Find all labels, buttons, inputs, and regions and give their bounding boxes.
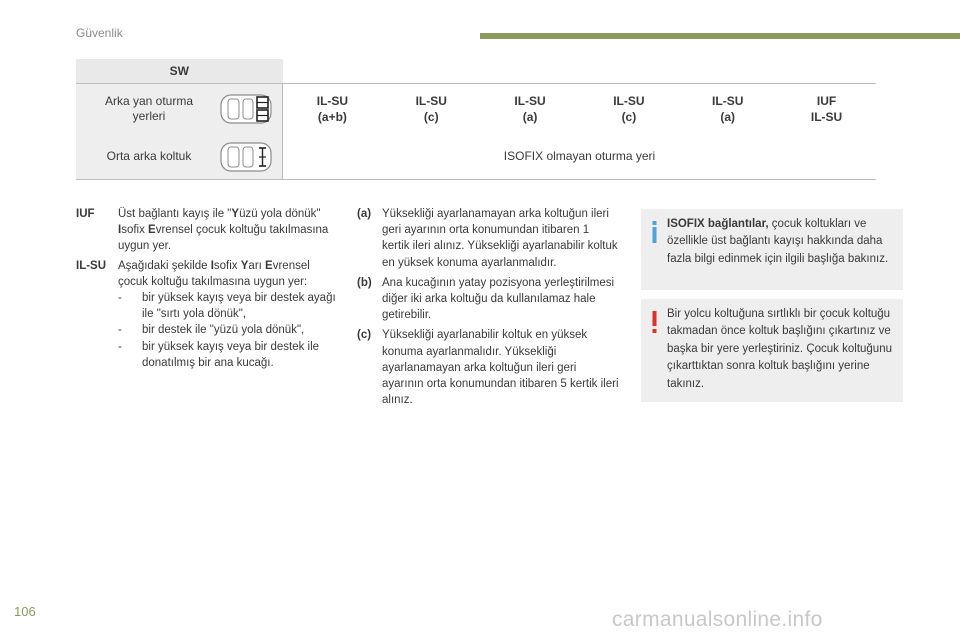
info-box — [641, 209, 903, 290]
text-run: vrensel çocuk koltuğu takılmasına uygun yer. — [118, 224, 329, 253]
note-text: Yüksekliği ayarlanabilir koltuk en yüksek konuma ayarlanmalıdır. Yüksekliği ayarlanamayan arka koltuğun ileri geri ayarının orta konumundan itibaren 5 kertik ileri alınız. — [382, 329, 619, 407]
table-cell — [777, 93, 876, 125]
warning-icon — [651, 311, 658, 333]
cell-line-2: (c) — [621, 109, 637, 124]
notes — [357, 206, 619, 412]
info-icon — [651, 221, 658, 243]
info-text — [667, 209, 893, 268]
warning-text: Bir yolcu koltuğuna sırtlıklı bir çocuk koltuğu takmadan önce koltuk başlığını çıkartınız ve başka bir yere yerleştiriniz. Çocuk koltuğunu çıkarttıktan sonra koltuk başlığını yerine takınız. — [667, 308, 892, 390]
text-run: Üst bağlantı kayış ile " — [118, 208, 232, 220]
ilsu-list — [118, 290, 338, 371]
info-text-body: çocuk koltukları ve özellikle üst bağlantı kayışı hakkında daha fazla bilgi edinmek için ilgili başlığa bakınız. — [667, 218, 889, 265]
note-a — [357, 206, 619, 271]
text-run-bold: Y — [240, 259, 249, 272]
cell-line-1: IL-SU — [415, 93, 447, 108]
list-dash: - — [118, 340, 122, 353]
row-label-middle-rear — [76, 134, 283, 180]
note-text: Yüksekliği ayarlanamayan arka koltuğun ileri geri ayarının orta konumundan itibaren 1 kertik ileri alınız. Yüksekliği ayarlanabilir koltuk en yüksek konuma ayarlanmalıdır. — [382, 208, 618, 269]
note-key: (a) — [357, 208, 372, 220]
table-cell — [283, 93, 382, 125]
section-title: Güvenlik — [76, 26, 123, 40]
definition-text — [118, 206, 338, 255]
cell-line-1: IL-SU — [514, 93, 546, 108]
list-item — [118, 322, 338, 338]
text-run: Aşağıdaki şekilde — [118, 259, 211, 272]
text-run-bold: I — [118, 224, 122, 237]
text-run-bold: I — [210, 259, 214, 272]
watermark: carmanualsonline.info — [612, 608, 823, 631]
text-run: sofix — [213, 259, 241, 272]
cell-line-1: IL-SU — [316, 93, 349, 108]
text-run: arı — [248, 259, 266, 272]
definition-text — [118, 258, 338, 290]
cell-line-2: IL-SU — [810, 109, 843, 124]
definition-ilsu — [76, 258, 338, 371]
text-run-bold: Y — [231, 208, 240, 220]
no-isofix-cell: ISOFIX olmayan oturma yeri — [283, 134, 877, 180]
list-item-text: bir yüksek kayış veya bir destek ayağı ile "sırtı yola dönük", — [142, 292, 336, 321]
list-item — [118, 339, 338, 371]
table-header-sw: SW — [76, 59, 283, 84]
cell-line-2: (a+b) — [317, 109, 347, 124]
note-key: (c) — [357, 329, 372, 342]
page-number: 106 — [14, 604, 36, 619]
note-b — [357, 275, 619, 324]
list-item — [118, 290, 338, 322]
row1-cells — [283, 93, 876, 125]
definition-term: IUF — [76, 208, 95, 220]
text-run-bold: E — [148, 224, 156, 237]
cell-line-2: (a) — [720, 109, 736, 124]
cell-line-2: (c) — [423, 109, 439, 124]
row-label-text: Arka yan oturma yerleri — [104, 94, 194, 123]
note-text: Ana kucağının yatay pozisyona yerleştirilmesi diğer iki arka koltuğu da kullanılamaz hale getirebilir. — [382, 276, 615, 322]
warning-box — [641, 299, 903, 402]
list-dash: - — [118, 324, 122, 337]
note-c — [357, 327, 619, 408]
table-cell — [678, 93, 777, 125]
list-item-text: bir yüksek kayış veya bir destek ile donatılmış bir ana kucağı. — [142, 340, 320, 369]
cell-line-2: (a) — [522, 109, 538, 124]
header-accent-bar — [480, 33, 960, 39]
isofix-table — [76, 59, 876, 180]
text-run: vrensel çocuk koltuğu takılmasına uygun yer: — [118, 259, 310, 288]
row-label-rear-side — [76, 84, 283, 134]
car-seat-diagram-icon — [218, 139, 276, 175]
cell-line-1: IL-SU — [613, 93, 645, 108]
list-dash: - — [118, 292, 122, 305]
table-cell — [481, 93, 580, 125]
car-seat-diagram-icon — [218, 91, 276, 127]
text-run-bold: E — [265, 259, 273, 272]
list-item-text: bir destek ile "yüzü yola dönük", — [142, 324, 305, 337]
definitions — [76, 206, 338, 374]
row-label-text: Orta arka koltuk — [106, 148, 192, 163]
cell-line-1: IL-SU — [712, 93, 744, 108]
text-run: sofix — [121, 224, 149, 237]
cell-line-1: IUF — [816, 93, 837, 108]
definition-iuf — [76, 206, 338, 255]
table-cell — [579, 93, 678, 125]
note-key: (b) — [357, 276, 372, 289]
text-run: üzü yola dönük" — [239, 208, 321, 220]
definition-term: IL-SU — [76, 259, 107, 272]
table-cell — [382, 93, 481, 125]
info-text-bold: ISOFIX bağlantılar, — [667, 218, 769, 230]
